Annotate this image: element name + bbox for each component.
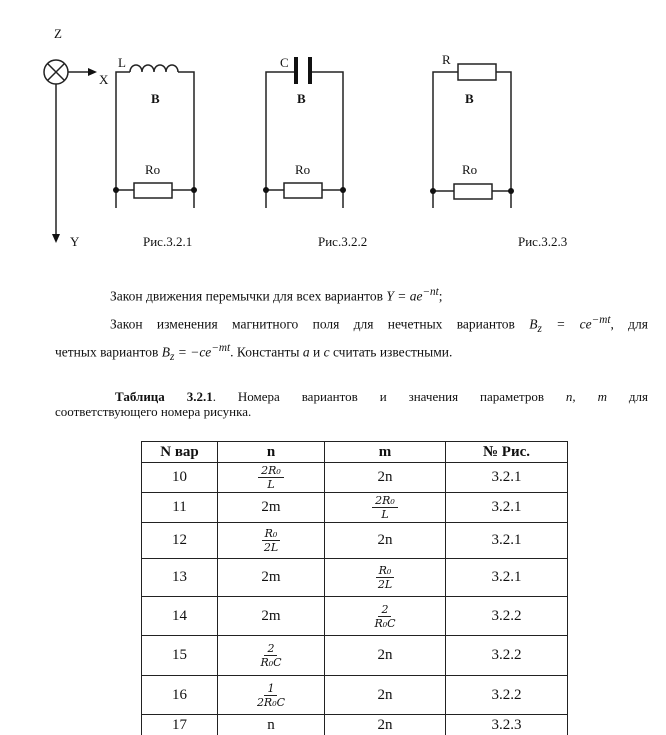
- cell-v: 14: [142, 597, 218, 636]
- cell-n: [218, 523, 325, 559]
- fraction: [374, 603, 395, 630]
- fraction: [262, 527, 281, 554]
- cell-v: 12: [142, 523, 218, 559]
- fraction: [257, 682, 285, 709]
- cell-n: [218, 636, 325, 676]
- cell-fig: 3.2.2: [446, 636, 568, 676]
- numerator: R₀: [376, 564, 395, 578]
- cell-v: 13: [142, 559, 218, 597]
- fraction: [376, 564, 395, 591]
- paragraph-field-law-cont: четных вариантов $B_z = -ce^{-mt}$. Константы a и c считать известными.: [55, 342, 453, 364]
- denominator: 2R₀C: [256, 695, 286, 709]
- cell-n: 2m: [218, 597, 325, 636]
- table-row: [142, 676, 568, 715]
- fig3-resistor-label: Ro: [462, 162, 478, 177]
- circuit-figures: [0, 0, 666, 260]
- column-header: n: [218, 442, 325, 463]
- cell-v: 10: [142, 463, 218, 493]
- numerator: 1: [264, 682, 277, 696]
- denominator: R₀C: [260, 656, 282, 669]
- fig1-element-label: L: [118, 55, 126, 70]
- inductor-icon: [130, 65, 178, 72]
- cell-n: n: [218, 715, 325, 735]
- arrow-y-icon: [52, 234, 60, 243]
- circuit-fig3: [433, 64, 511, 208]
- table-row: [142, 559, 568, 597]
- fraction: [260, 642, 281, 669]
- cell-v: 16: [142, 676, 218, 715]
- cell-fig: 3.2.1: [446, 559, 568, 597]
- cell-fig: 3.2.1: [446, 523, 568, 559]
- fig2-element-label: C: [280, 55, 289, 70]
- cell-v: 17: [142, 715, 218, 735]
- fraction: [258, 464, 284, 491]
- table-caption-line2: соответствующего номера рисунка.: [55, 404, 252, 419]
- numerator: R₀: [262, 527, 281, 541]
- fig3-caption: Рис.3.2.3: [518, 234, 568, 249]
- denominator: 2L: [377, 578, 393, 591]
- resistor-icon: [458, 64, 496, 80]
- cell-n: [218, 676, 325, 715]
- table-row: [142, 715, 568, 735]
- cell-m: [325, 597, 446, 636]
- table-row: [142, 636, 568, 676]
- resistor-icon: [134, 183, 172, 198]
- fig1-field-label: B: [151, 91, 160, 106]
- cell-m: [325, 493, 446, 523]
- table-caption: Таблица 3.2.1. Номера вариантов и значения параметров n, m для: [115, 389, 648, 404]
- resistor-icon: [284, 183, 322, 198]
- cell-fig: 3.2.3: [446, 715, 568, 735]
- cell-n: 2m: [218, 559, 325, 597]
- variants-table: [141, 441, 568, 735]
- cell-fig: 3.2.2: [446, 676, 568, 715]
- paragraph-motion-law: Закон движения перемычки для всех вариантов $Y = ae^{-nt}$;: [110, 286, 443, 304]
- cell-fig: 3.2.1: [446, 463, 568, 493]
- cell-m: 2n: [325, 463, 446, 493]
- denominator: R₀C: [374, 616, 396, 630]
- cell-n: [218, 463, 325, 493]
- fig1-caption: Рис.3.2.1: [143, 234, 193, 249]
- fig3-element-label: R: [442, 52, 451, 67]
- cell-n: 2m: [218, 493, 325, 523]
- cell-m: 2n: [325, 636, 446, 676]
- denominator: 2L: [263, 541, 279, 554]
- denominator: L: [381, 508, 389, 521]
- cell-v: 11: [142, 493, 218, 523]
- table-row: [142, 463, 568, 493]
- capacitor-icon: [294, 57, 298, 84]
- cell-m: 2n: [325, 676, 446, 715]
- resistor-icon: [454, 184, 492, 199]
- denominator: L: [267, 478, 275, 491]
- axis-x-label: X: [99, 72, 109, 87]
- cell-fig: 3.2.2: [446, 597, 568, 636]
- numerator: 2R₀: [258, 464, 284, 478]
- axis-z-label: Z: [54, 26, 62, 41]
- arrow-x-icon: [88, 68, 97, 76]
- fig1-resistor-label: Ro: [145, 162, 161, 177]
- cell-m: 2n: [325, 523, 446, 559]
- z-axis-into-page-icon: [44, 60, 68, 84]
- table-row: [142, 523, 568, 559]
- column-header: m: [325, 442, 446, 463]
- cell-fig: 3.2.1: [446, 493, 568, 523]
- numerator: 2R₀: [372, 494, 398, 508]
- column-header: N вар: [142, 442, 218, 463]
- table-row: [142, 597, 568, 636]
- column-header: № Рис.: [446, 442, 568, 463]
- circuit-fig1: [116, 65, 194, 208]
- fraction: [372, 494, 398, 521]
- table-row: [142, 493, 568, 523]
- fig3-field-label: B: [465, 91, 474, 106]
- fig2-field-label: B: [297, 91, 306, 106]
- cell-m: [325, 559, 446, 597]
- cell-v: 15: [142, 636, 218, 676]
- axis-y-label: Y: [70, 234, 80, 249]
- paragraph-field-law: Закон изменения магнитного поля для нечетных вариантов $B_z = ce^{-mt}$, для: [110, 314, 648, 336]
- cell-m: 2n: [325, 715, 446, 735]
- numerator: 2: [378, 603, 391, 617]
- numerator: 2: [264, 642, 277, 656]
- fig2-resistor-label: Ro: [295, 162, 311, 177]
- fig2-caption: Рис.3.2.2: [318, 234, 368, 249]
